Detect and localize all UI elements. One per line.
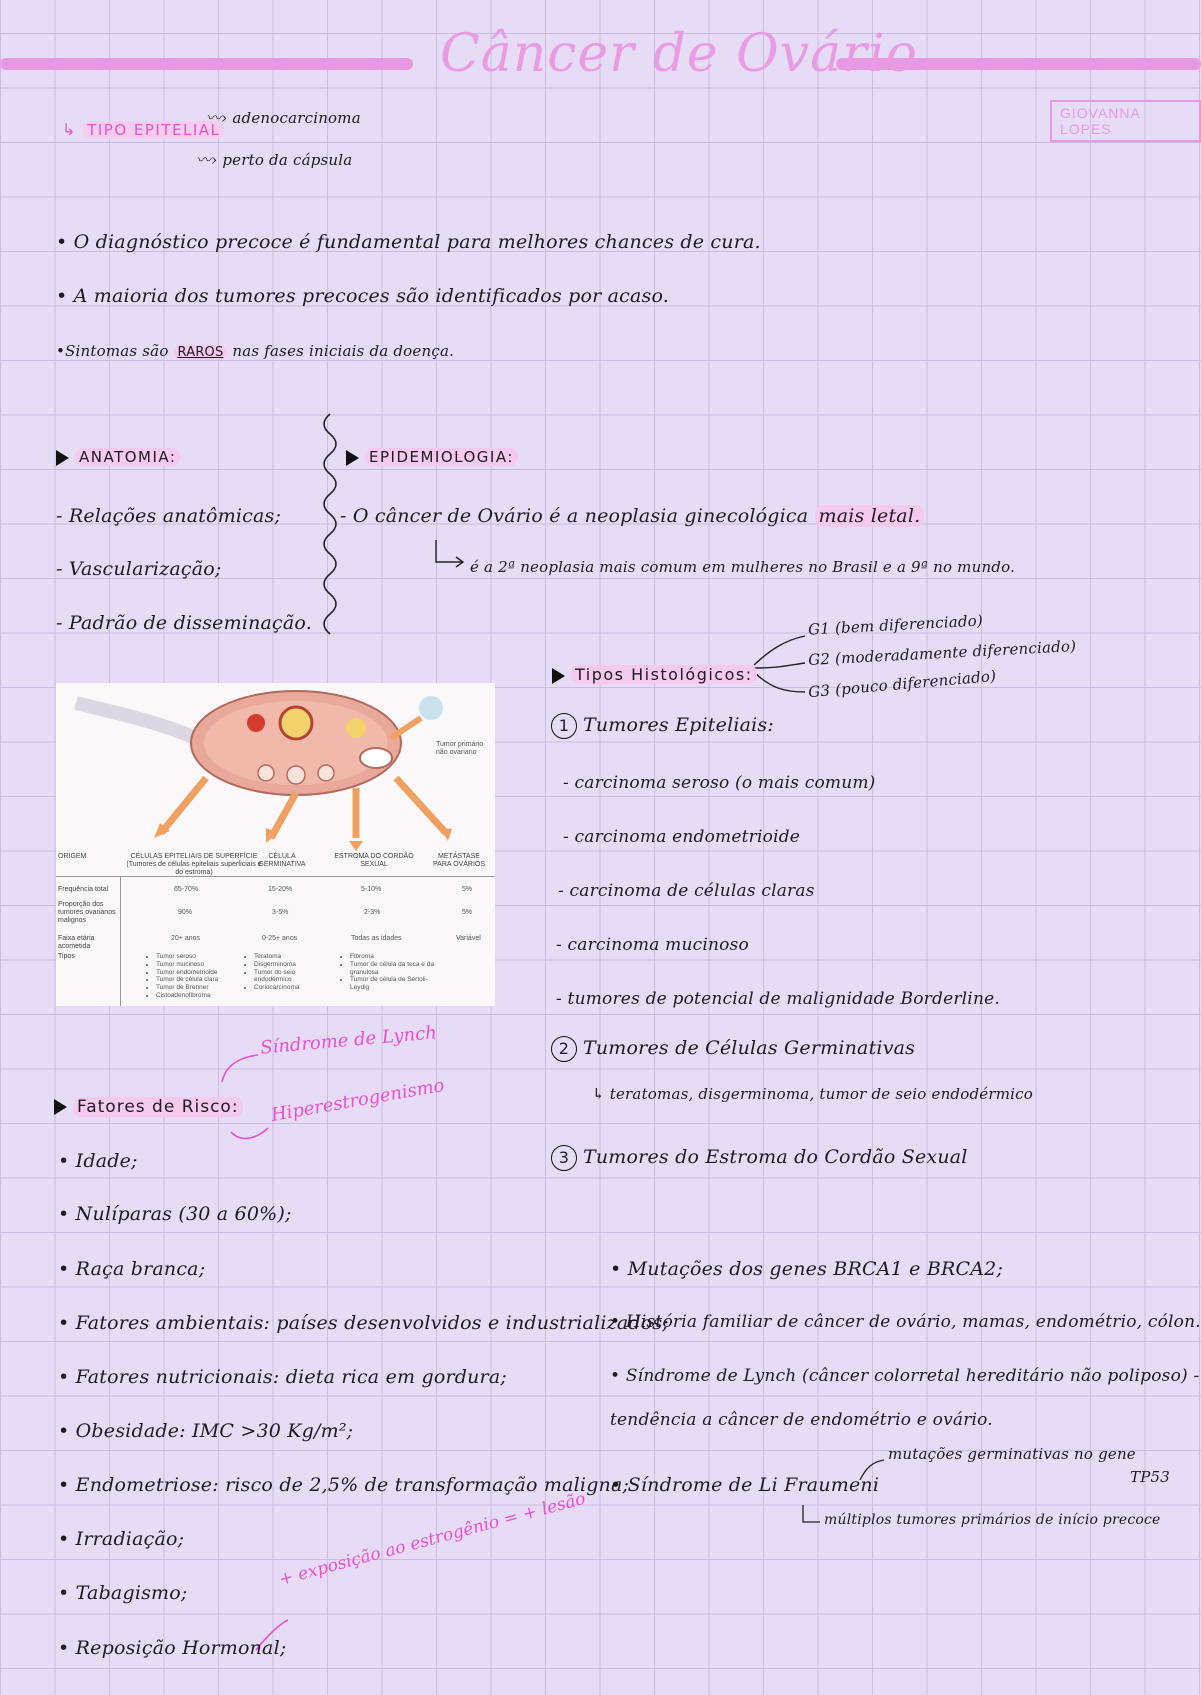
figure-cell: Todas as idades [351, 935, 402, 942]
figure-col-metastase: METÁSTASE PARA OVÁRIOS [433, 853, 485, 869]
fator-item-8: • Irradiação; [58, 1528, 185, 1550]
genetico-item-3b: tendência a câncer de endométrio e ovário. [610, 1410, 993, 1430]
figure-tipos-list [148, 953, 218, 1000]
squiggle-arrow-icon: 〰› [206, 109, 228, 127]
fator-item-5: • Fatores nutricionais: dieta rica em gordura; [58, 1366, 507, 1388]
fator-item-4: • Fatores ambientais: países desenvolvidos e industrializados; [58, 1312, 669, 1334]
figure-cell: 5% [462, 909, 473, 916]
epitelial-item-3: - carcinoma de células claras [558, 881, 815, 901]
figure-tipos-label: Tipos [58, 953, 75, 960]
fator-item-7: • Endometriose: risco de 2,5% de transformação maligna; [58, 1474, 630, 1496]
tipo-epitelial-label: ↳ TIPO EPITELIAL [62, 120, 224, 139]
figure-tipo-item: • Coriocarcinoma [254, 984, 324, 992]
page-title: Câncer de Ovário [440, 24, 918, 84]
fatores-note-estrogenio: + exposição ao estrogênio = + lesão [276, 1488, 588, 1590]
figure-tipo-item: • Fibroma [350, 953, 435, 961]
epidemiologia-line-1: - O câncer de Ovário é a neoplasia ginecológica mais letal. [340, 505, 924, 527]
intro-line-2: • A maioria dos tumores precoces são identificados por acaso. [56, 285, 670, 307]
figure-cell: 2-3% [364, 909, 381, 916]
figure-tipo-item: • Disgerminoma [254, 961, 324, 969]
curved-arrow-icon: ↳ [592, 1085, 605, 1103]
fator-item-9: • Tabagismo; [58, 1582, 188, 1604]
triangle-bullet-icon [346, 450, 359, 466]
fator-item-2: • Nulíparas (30 a 60%); [58, 1203, 292, 1225]
figure-tipo-item: • Tumor do seio endodérmico [254, 969, 324, 985]
figure-tipo-item: • Tumor endometrioide [156, 969, 218, 977]
ovary-illustration [56, 683, 495, 853]
epitelial-item-2: - carcinoma endometrioide [563, 827, 801, 847]
fator-item-6: • Obesidade: IMC >30 Kg/m²; [58, 1420, 354, 1442]
figure-col-estroma: ESTROMA DO CORDÃO SEXUAL [334, 853, 414, 869]
figure-row-label: Faixa etária acometida [58, 935, 95, 951]
figure-tipo-item: • Tumor seroso [156, 953, 218, 961]
li-fraumeni-note-1b: TP53 [1130, 1468, 1170, 1486]
figure-col-germinativa: CÉLULA GERMINATIVA [258, 853, 306, 869]
fator-item-1: • Idade; [58, 1150, 138, 1172]
figure-tipos-list [246, 953, 324, 992]
fatores-heading: Fatores de Risco: [54, 1097, 243, 1117]
group-2-title: 2 Tumores de Células Germinativas [551, 1036, 915, 1062]
squiggle-arrow-icon: 〰› [196, 151, 218, 169]
epidemiologia-line-2: é a 2ª neoplasia mais comum em mulheres no Brasil e a 9ª no mundo. [470, 558, 1016, 576]
figure-cell: 5% [462, 886, 473, 893]
fator-item-10: • Reposição Hormonal; [58, 1637, 287, 1659]
figure-col-origem: ORIGEM [58, 853, 87, 860]
ovary-tumor-figure [56, 683, 495, 1006]
intro-line-1: • O diagnóstico precoce é fundamental para melhores chances de cura. [56, 231, 761, 253]
number-circle: 3 [551, 1145, 577, 1171]
epitelial-item-4: - carcinoma mucinoso [556, 935, 749, 955]
figure-tipo-item: • Tumor de célula da teca e da granulosa [350, 961, 435, 977]
figure-cell: 20+ anos [171, 935, 200, 942]
figure-row-label: Proporção dos tumores ovarianos malignos [58, 901, 116, 925]
figure-cell: 65-70% [174, 886, 199, 893]
grade-g2: G2 (moderadamente diferenciado) [807, 636, 1077, 670]
anatomia-item-3: - Padrão de disseminação. [56, 612, 312, 634]
figure-col-rule [120, 876, 121, 1006]
tipo-epitelial-branch2: 〰› perto da cápsula [196, 151, 353, 169]
figure-tipo-item: • Tumor mucinoso [156, 961, 218, 969]
group-3-title: 3 Tumores do Estroma do Cordão Sexual [551, 1145, 968, 1171]
figure-cell: 0-25+ anos [262, 935, 298, 942]
epitelial-item-1: - carcinoma seroso (o mais comum) [563, 773, 876, 793]
figure-rule [56, 876, 495, 877]
fator-item-3: • Raça branca; [58, 1258, 206, 1280]
figure-cell: Variável [456, 935, 481, 942]
curved-arrow-icon: ↳ [62, 120, 77, 139]
anatomia-item-2: - Vascularização; [56, 558, 222, 580]
figure-col-epiteliais: CÉLULAS EPITELIAIS DE SUPERFÍCIE (Tumores de células epiteliais superficiais e do estroma) [126, 853, 262, 877]
genetico-item-3: • Síndrome de Lynch (câncer colorretal hereditário não poliposo) - [610, 1366, 1200, 1386]
figure-cell: 15-20% [268, 886, 293, 893]
fatores-note-lynch: Síndrome de Lynch [259, 1022, 438, 1059]
triangle-bullet-icon [552, 668, 565, 684]
triangle-bullet-icon [54, 1099, 67, 1115]
number-circle: 2 [551, 1036, 577, 1062]
number-circle: 1 [551, 713, 577, 739]
figure-cell: 3-5% [272, 909, 289, 916]
epidemiologia-heading: EPIDEMIOLOGIA: [346, 448, 518, 466]
group-2-sub: ↳ teratomas, disgerminoma, tumor de seio endodérmico [592, 1085, 1033, 1103]
tipos-histologicos-heading: Tipos Histológicos: [552, 665, 757, 684]
anatomia-heading: ANATOMIA: [56, 448, 180, 466]
figure-tipos-list [342, 953, 435, 992]
genetico-item-4: • Síndrome de Li Fraumeni [610, 1474, 880, 1496]
figure-tipo-item: • Tumor de Brenner [156, 984, 218, 992]
li-fraumeni-note-1: mutações germinativas no gene [888, 1445, 1136, 1463]
figure-tipo-item: • Tumor de célula de Sertoli-Leydig [350, 976, 435, 992]
figure-annotation: Tumor primário não ovariano [436, 741, 484, 757]
epitelial-item-5: - tumores de potencial de malignidade Borderline. [556, 989, 1000, 1009]
genetico-item-2: • História familiar de câncer de ovário, mamas, endométrio, cólon. [610, 1312, 1201, 1332]
fatores-note-hiperestrogenismo: Hiperestrogenismo [269, 1074, 446, 1127]
figure-tipo-item: • Cistoadenofibroma [156, 992, 218, 1000]
li-fraumeni-note-2: múltiplos tumores primários de início precoce [824, 1512, 1161, 1528]
genetico-item-1: • Mutações dos genes BRCA1 e BRCA2; [610, 1258, 1004, 1280]
grade-g1: G1 (bem diferenciado) [807, 611, 984, 639]
anatomia-item-1: - Relações anatômicas; [56, 505, 282, 527]
figure-cell: 5-10% [361, 886, 382, 893]
sintomas-line: •Sintomas são RAROS nas fases iniciais da doença. [56, 342, 455, 360]
group-1-title: 1 Tumores Epiteliais: [551, 713, 774, 739]
figure-tipo-item: • Tumor de célula clara [156, 976, 218, 984]
figure-cell: 90% [178, 909, 193, 916]
grade-g3: G3 (pouco diferenciado) [807, 666, 997, 702]
tipo-epitelial-branch1: 〰› adenocarcinoma [206, 109, 361, 127]
figure-tipo-item: • Teratoma [254, 953, 324, 961]
author-badge: GIOVANNA LOPES [1050, 100, 1201, 142]
figure-row-label: Frequência total [58, 886, 109, 893]
raros-highlight: RAROS [174, 345, 228, 360]
